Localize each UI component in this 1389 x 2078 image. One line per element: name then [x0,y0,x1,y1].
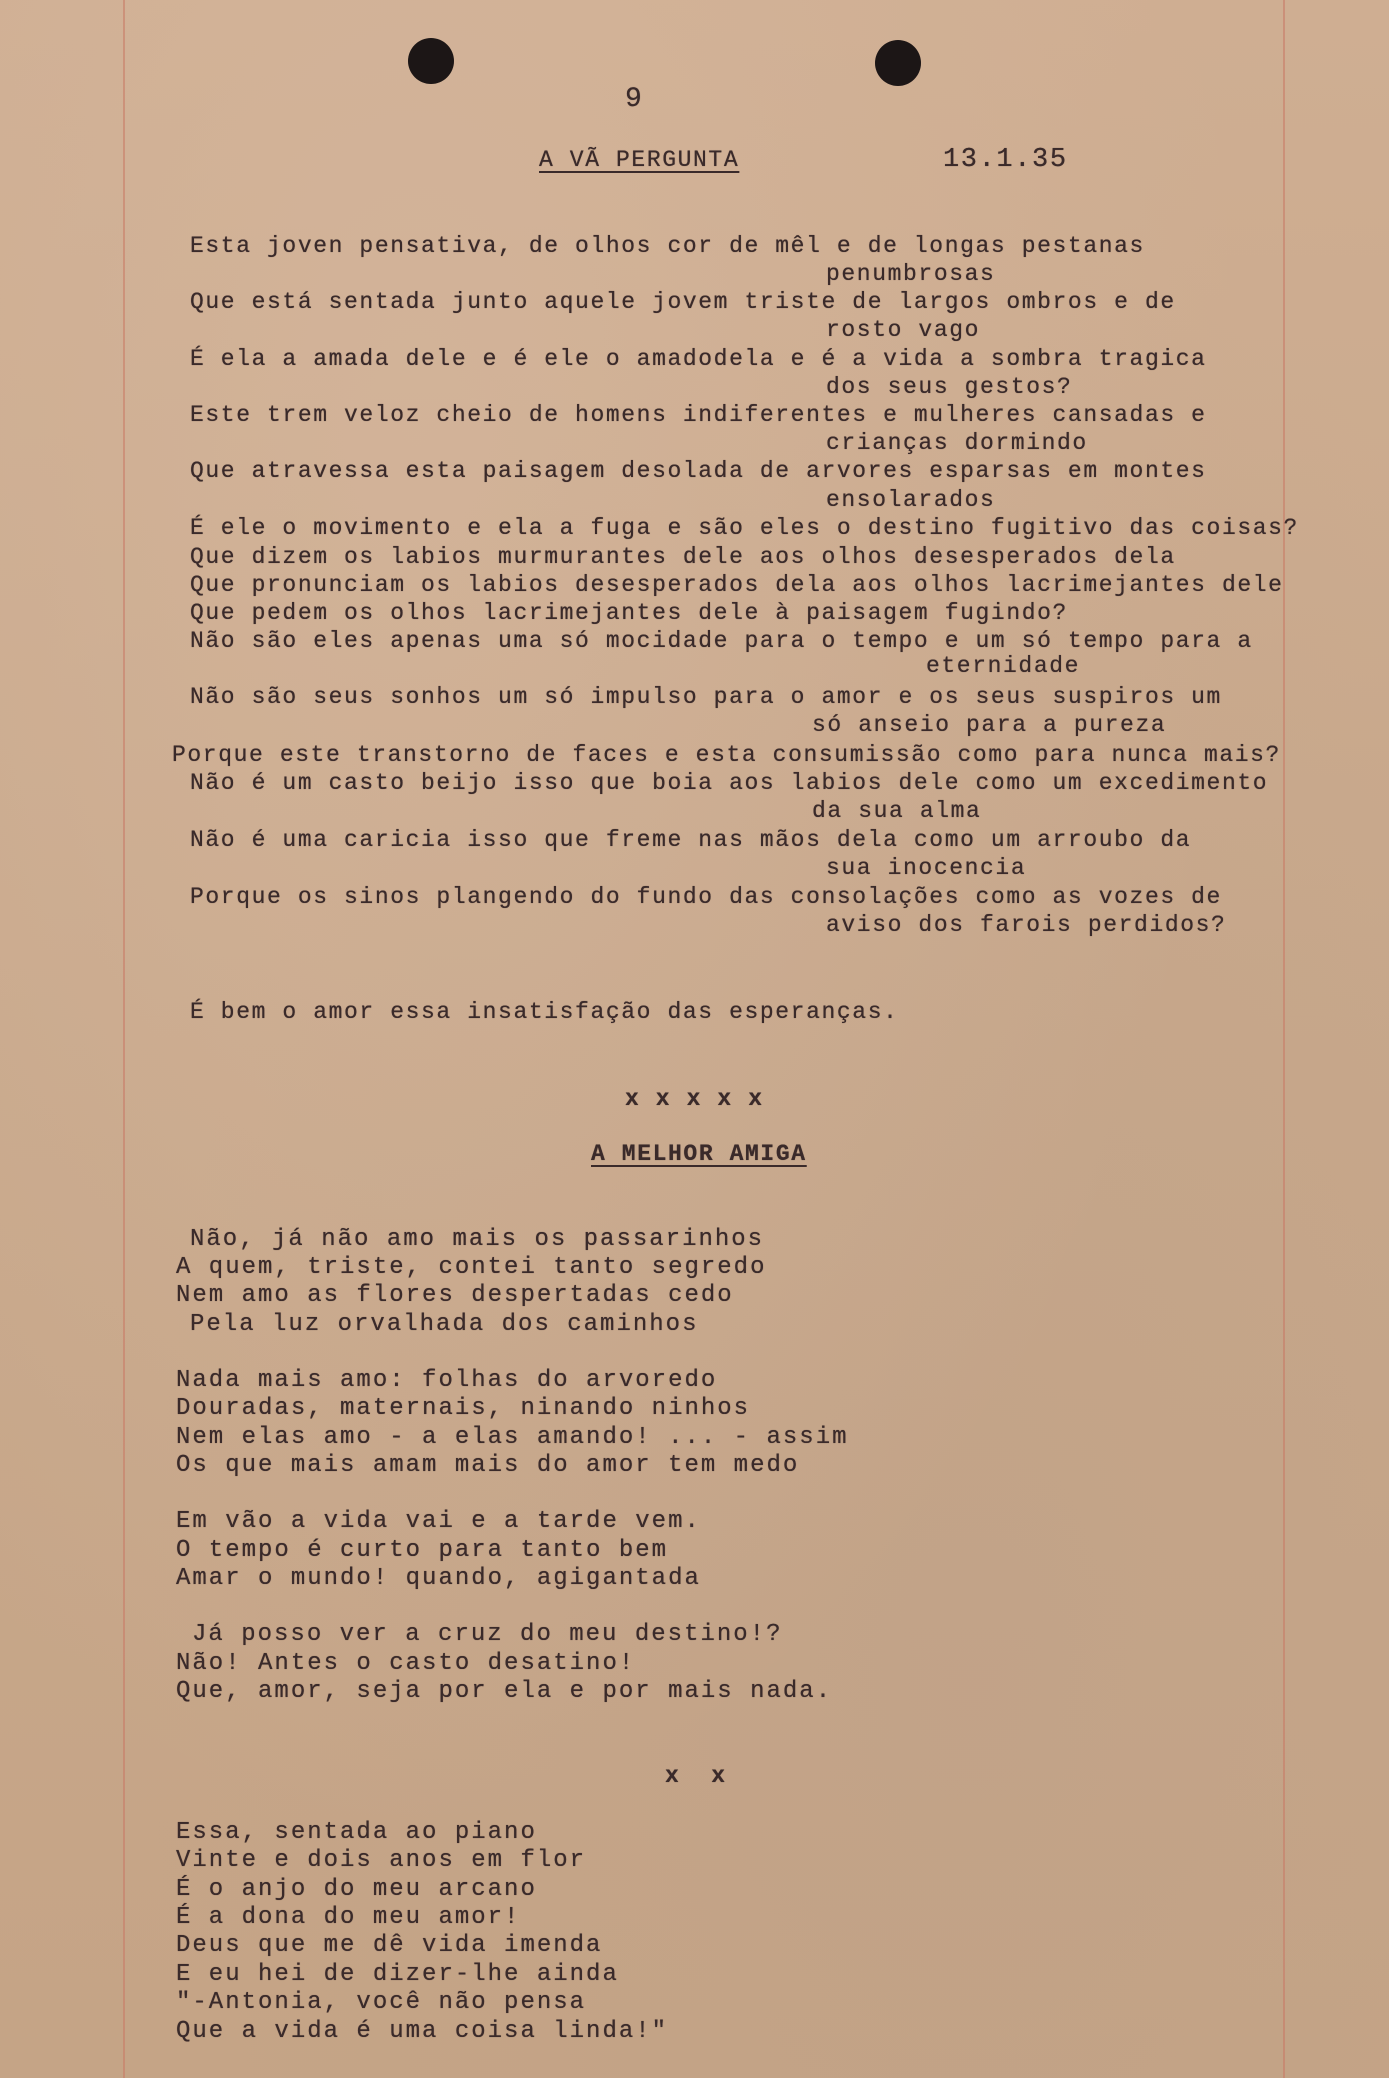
poem-date: 13.1.35 [943,145,1068,175]
poem-line-continuation: eternidade [926,653,1081,679]
poem-line: Essa, sentada ao piano [176,1819,537,1846]
poem-line: Que dizem os labios murmurantes dele aos olhos desesperados dela [190,544,1176,570]
poem-line-continuation: sua inocencia [826,855,1027,881]
poem-line: Que a vida é uma coisa linda!" [176,2018,669,2045]
poem-closing-line: É bem o amor essa insatisfação das esperanças. [190,999,899,1025]
poem-line: É a dona do meu amor! [176,1904,521,1931]
poem-line: O tempo é curto para tanto bem [176,1537,669,1564]
poem-line: Amar o mundo! quando, agigantada [176,1565,701,1592]
poem-line: Que pedem os olhos lacrimejantes dele à paisagem fugindo? [190,600,1068,626]
poem-line-continuation: rosto vago [826,317,981,343]
poem-title: A MELHOR AMIGA [591,1141,807,1167]
punch-hole [875,40,921,86]
poem-line: Não! Antes o casto desatino! [176,1650,636,1677]
poem-line: A quem, triste, contei tanto segredo [176,1254,767,1281]
poem-line: Não é um casto beijo isso que boia aos labios dele como um excedimento [190,770,1269,796]
poem-line: Douradas, maternais, ninando ninhos [176,1395,751,1422]
poem-line: Já posso ver a cruz do meu destino!? [192,1621,783,1648]
poem-line-continuation: dos seus gestos? [826,374,1073,400]
poem-line: E eu hei de dizer-lhe ainda [176,1961,619,1988]
poem-line-continuation: penumbrosas [826,261,996,287]
poem-line: Não são seus sonhos um só impulso para o amor e os seus suspiros um [190,684,1222,710]
poem-line: Os que mais amam mais do amor tem medo [176,1452,800,1479]
section-separator: x x x x x [625,1086,764,1112]
poem-line-continuation: só anseio para a pureza [812,712,1167,738]
poem-line: Pela luz orvalhada dos caminhos [190,1311,699,1338]
poem-line: Vinte e dois anos em flor [176,1847,587,1874]
poem-line-continuation: crianças dormindo [826,430,1088,456]
poem-line: É ela a amada dele e é ele o amadodela e é a vida a sombra tragica [190,346,1207,372]
poem-line: Não são eles apenas uma só mocidade para o tempo e um só tempo para a [190,628,1253,654]
poem-line: Que atravessa esta paisagem desolada de arvores esparsas em montes [190,458,1207,484]
page-number: 9 [625,84,644,115]
poem-line: Este trem veloz cheio de homens indiferentes e mulheres cansadas e [190,402,1207,428]
poem-line: Que, amor, seja por ela e por mais nada. [176,1678,833,1705]
poem-line: Nem amo as flores despertadas cedo [176,1282,734,1309]
punch-hole [408,38,454,84]
poem-line: Porque este transtorno de faces e esta consumissão como para nunca mais? [172,742,1281,768]
poem-line: "-Antonia, você não pensa [176,1989,587,2016]
poem-line: Nada mais amo: folhas do arvoredo [176,1367,718,1394]
poem-line: Deus que me dê vida imenda [176,1932,603,1959]
poem-line: Porque os sinos plangendo do fundo das consolações como as vozes de [190,884,1222,910]
poem-line: Em vão a vida vai e a tarde vem. [176,1508,701,1535]
section-separator: x x [665,1763,727,1789]
poem-line: Que está sentada junto aquele jovem triste de largos ombros e de [190,289,1176,315]
left-margin-line [123,0,125,2078]
right-margin-line [1283,0,1285,2078]
poem-line-continuation: ensolarados [826,487,996,513]
poem-line-continuation: da sua alma [812,798,982,824]
poem-line: Nem elas amo - a elas amando! ... - assim [176,1424,849,1451]
poem-line: Não, já não amo mais os passarinhos [190,1226,765,1253]
poem-line: Esta joven pensativa, de olhos cor de mêl e de longas pestanas [190,233,1145,259]
poem-title: A VÃ PERGUNTA [539,147,740,173]
poem-line: É o anjo do meu arcano [176,1876,537,1903]
poem-line-continuation: aviso dos farois perdidos? [826,912,1227,938]
poem-line: É ele o movimento e ela a fuga e são eles o destino fugitivo das coisas? [190,515,1299,541]
poem-line: Não é uma caricia isso que freme nas mãos dela como um arroubo da [190,827,1192,853]
poem-line: Que pronunciam os labios desesperados dela aos olhos lacrimejantes dele [190,572,1284,598]
